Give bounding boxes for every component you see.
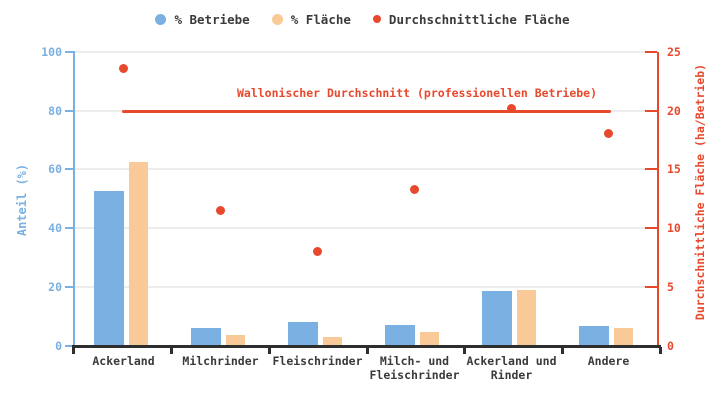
legend-label: % Fläche	[290, 11, 351, 27]
right-axis-line	[657, 52, 659, 347]
legend-item	[155, 12, 249, 27]
avg-area-dot	[507, 104, 516, 113]
legend-label: % Betriebe	[174, 11, 250, 27]
right-axis-tick	[645, 110, 657, 112]
bar-betriebe	[94, 191, 124, 345]
bar-flaeche	[323, 337, 342, 345]
right-axis-tick	[645, 51, 657, 53]
bar-betriebe	[385, 325, 415, 345]
avg-area-dot	[216, 206, 225, 215]
gridline	[75, 227, 657, 229]
right-axis-tick-label: 15	[667, 162, 681, 177]
avg-area-dot	[410, 185, 419, 194]
bar-betriebe	[579, 326, 609, 345]
category-label: Ackerland	[92, 354, 155, 368]
reference-line-label: Wallonischer Durchschnitt (professionellen Betriebe)	[236, 85, 598, 100]
left-axis-tick	[65, 286, 75, 288]
gridline	[75, 51, 657, 53]
left-axis-tick-label: 100	[41, 45, 62, 59]
legend-marker-icon	[272, 14, 283, 25]
avg-area-dot	[119, 64, 128, 73]
left-axis-tick	[65, 110, 75, 112]
x-axis-tick	[268, 347, 271, 354]
left-axis-tick	[65, 51, 75, 53]
left-axis-tick-label: 40	[48, 221, 62, 236]
right-axis-tick	[645, 168, 657, 170]
reference-line	[122, 110, 611, 113]
legend-item	[373, 12, 570, 27]
chart-legend	[0, 8, 725, 30]
bar-flaeche	[420, 332, 439, 345]
bar-betriebe	[191, 328, 221, 345]
avg-area-dot	[604, 129, 613, 138]
category-label: Ackerland und Rinder	[466, 354, 557, 382]
legend-marker-icon	[373, 15, 381, 23]
right-axis-tick-label: 25	[667, 45, 681, 59]
bar-flaeche	[614, 328, 633, 345]
bar-flaeche	[129, 162, 148, 345]
legend-label: Durchschnittliche Fläche	[388, 11, 570, 27]
left-axis-tick	[65, 168, 75, 170]
bar-flaeche	[226, 335, 245, 345]
bar-betriebe	[482, 291, 512, 345]
x-axis-tick	[366, 347, 369, 354]
category-label: Milch- und Fleischrinder	[369, 354, 460, 382]
category-label: Fleischrinder	[272, 354, 363, 368]
legend-item	[272, 12, 351, 27]
right-axis-tick-label: 20	[667, 103, 681, 118]
right-axis-title: Durchschnittliche Fläche (ha/Betrieb)	[693, 63, 707, 321]
x-axis-tick	[561, 347, 564, 354]
right-axis-tick	[645, 227, 657, 229]
x-axis-tick	[659, 347, 662, 354]
legend-marker-icon	[155, 14, 166, 25]
category-label: Andere	[587, 354, 630, 368]
category-label: Milchrinder	[182, 354, 259, 368]
x-axis-tick	[170, 347, 173, 354]
left-axis-line	[73, 52, 75, 347]
right-axis-tick-label: 10	[667, 221, 681, 236]
right-axis-tick	[645, 286, 657, 288]
right-axis-tick-label: 0	[667, 338, 674, 353]
left-axis-tick	[65, 227, 75, 229]
x-axis-tick	[463, 347, 466, 354]
left-axis-tick-label: 80	[48, 103, 62, 118]
right-axis-tick-label: 5	[667, 279, 674, 294]
left-axis-tick-label: 60	[48, 162, 62, 177]
bar-betriebe	[288, 322, 318, 345]
bar-flaeche	[517, 290, 536, 345]
left-axis-tick-label: 0	[55, 338, 62, 353]
left-axis-tick-label: 20	[48, 279, 62, 294]
avg-area-dot	[313, 247, 322, 256]
gridline	[75, 168, 657, 170]
x-axis-tick	[72, 347, 75, 354]
left-axis-title: Anteil (%)	[15, 163, 29, 237]
gridline	[75, 286, 657, 288]
